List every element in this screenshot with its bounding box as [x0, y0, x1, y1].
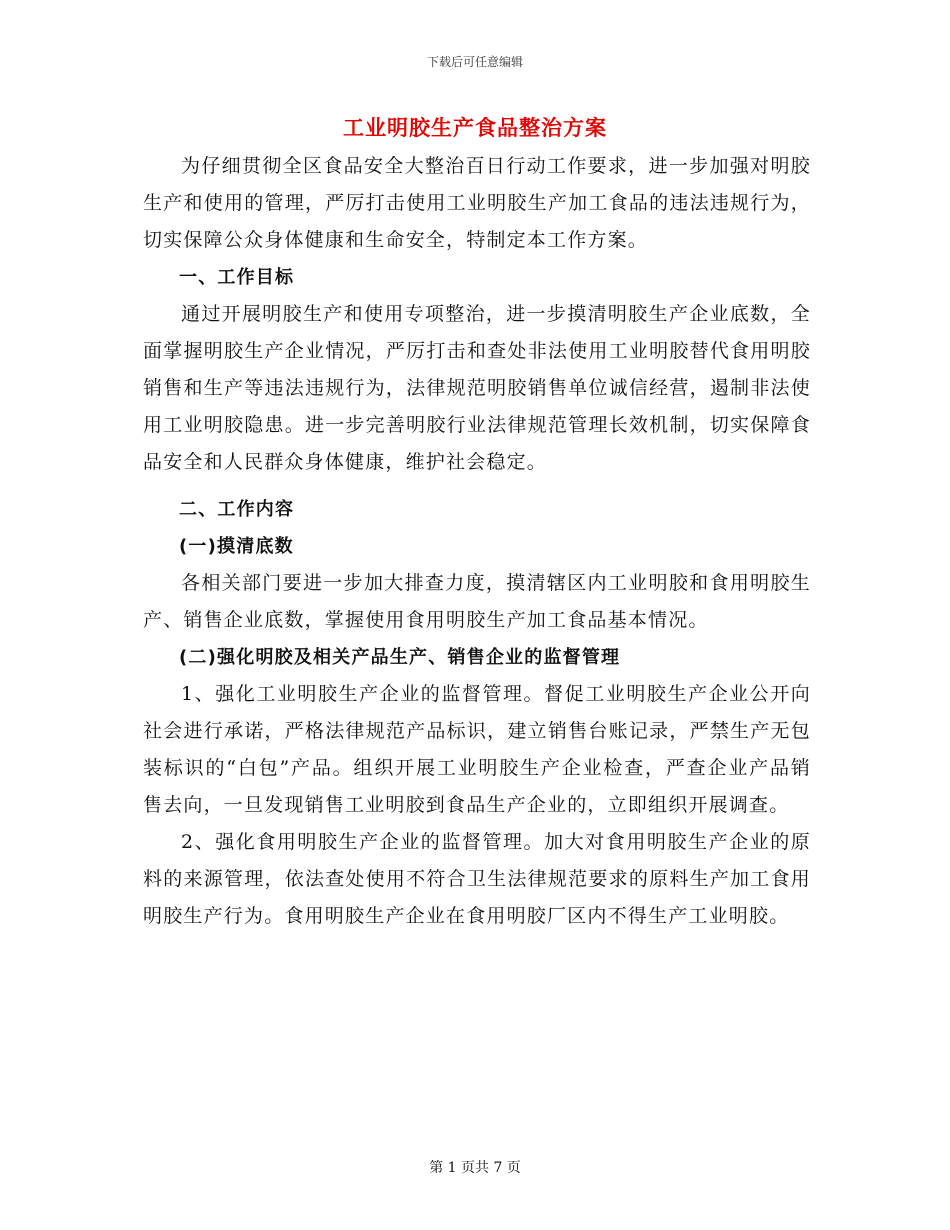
page-footer: 第 1 页共 7 页	[429, 1160, 521, 1176]
section-gap	[143, 481, 811, 491]
baseline-paragraph: 各相关部门要进一步加大排查力度，摸清辖区内工业明胶和食用明胶生产、销售企业底数，掌握使用食用明胶生产加工食品基本情况。	[143, 572, 811, 631]
document-body	[143, 148, 811, 935]
section-heading-content: 二、工作内容	[179, 499, 295, 520]
intro-paragraph: 为仔细贯彻全区食品安全大整治百日行动工作要求，进一步加强对明胶生产和使用的管理，严厉打击使用工业明胶生产加工食品的违法违规行为，切实保障公众身体健康和生命安全，特制定本工作方案。	[143, 155, 811, 251]
section-heading-goal: 一、工作目标	[179, 267, 295, 288]
goal-paragraph: 通过开展明胶生产和使用专项整治，进一步摸清明胶生产企业底数，全面掌握明胶生产企业情况，严厉打击和查处非法使用工业明胶替代食用明胶销售和生产等违法违规行为，法律规范明胶销售单位诚信经营，遏制非法使用工业明胶隐患。进一步完善明胶行业法律规范管理长效机制，切实保障食品安全和人民群众身体健康，维护社会稳定。	[143, 303, 811, 473]
header-note: 下载后可任意编辑	[426, 55, 523, 69]
document-title: 工业明胶生产食品整治方案	[343, 115, 607, 140]
industrial-gelatin-paragraph: 1、强化工业明胶生产企业的监督管理。督促工业明胶生产企业公开向社会进行承诺，严格法律规范产品标识，建立销售台账记录，严禁生产无包装标识的“白包”产品。组织开展工业明胶生产企业检查，严查企业产品销售去向，一旦发现销售工业明胶到食品生产企业的，立即组织开展调查。	[143, 683, 811, 816]
edible-gelatin-paragraph: 2、强化食用明胶生产企业的监督管理。加大对食用明胶生产企业的原料的来源管理，依法查处使用不符合卫生法律规范要求的原料生产加工食用明胶生产行为。食用明胶生产企业在食用明胶厂区内不得生产工业明胶。	[143, 831, 811, 927]
subsection-heading-supervision: (二)强化明胶及相关产品生产、销售企业的监督管理	[179, 647, 621, 668]
subsection-heading-baseline: (一)摸清底数	[179, 536, 294, 557]
